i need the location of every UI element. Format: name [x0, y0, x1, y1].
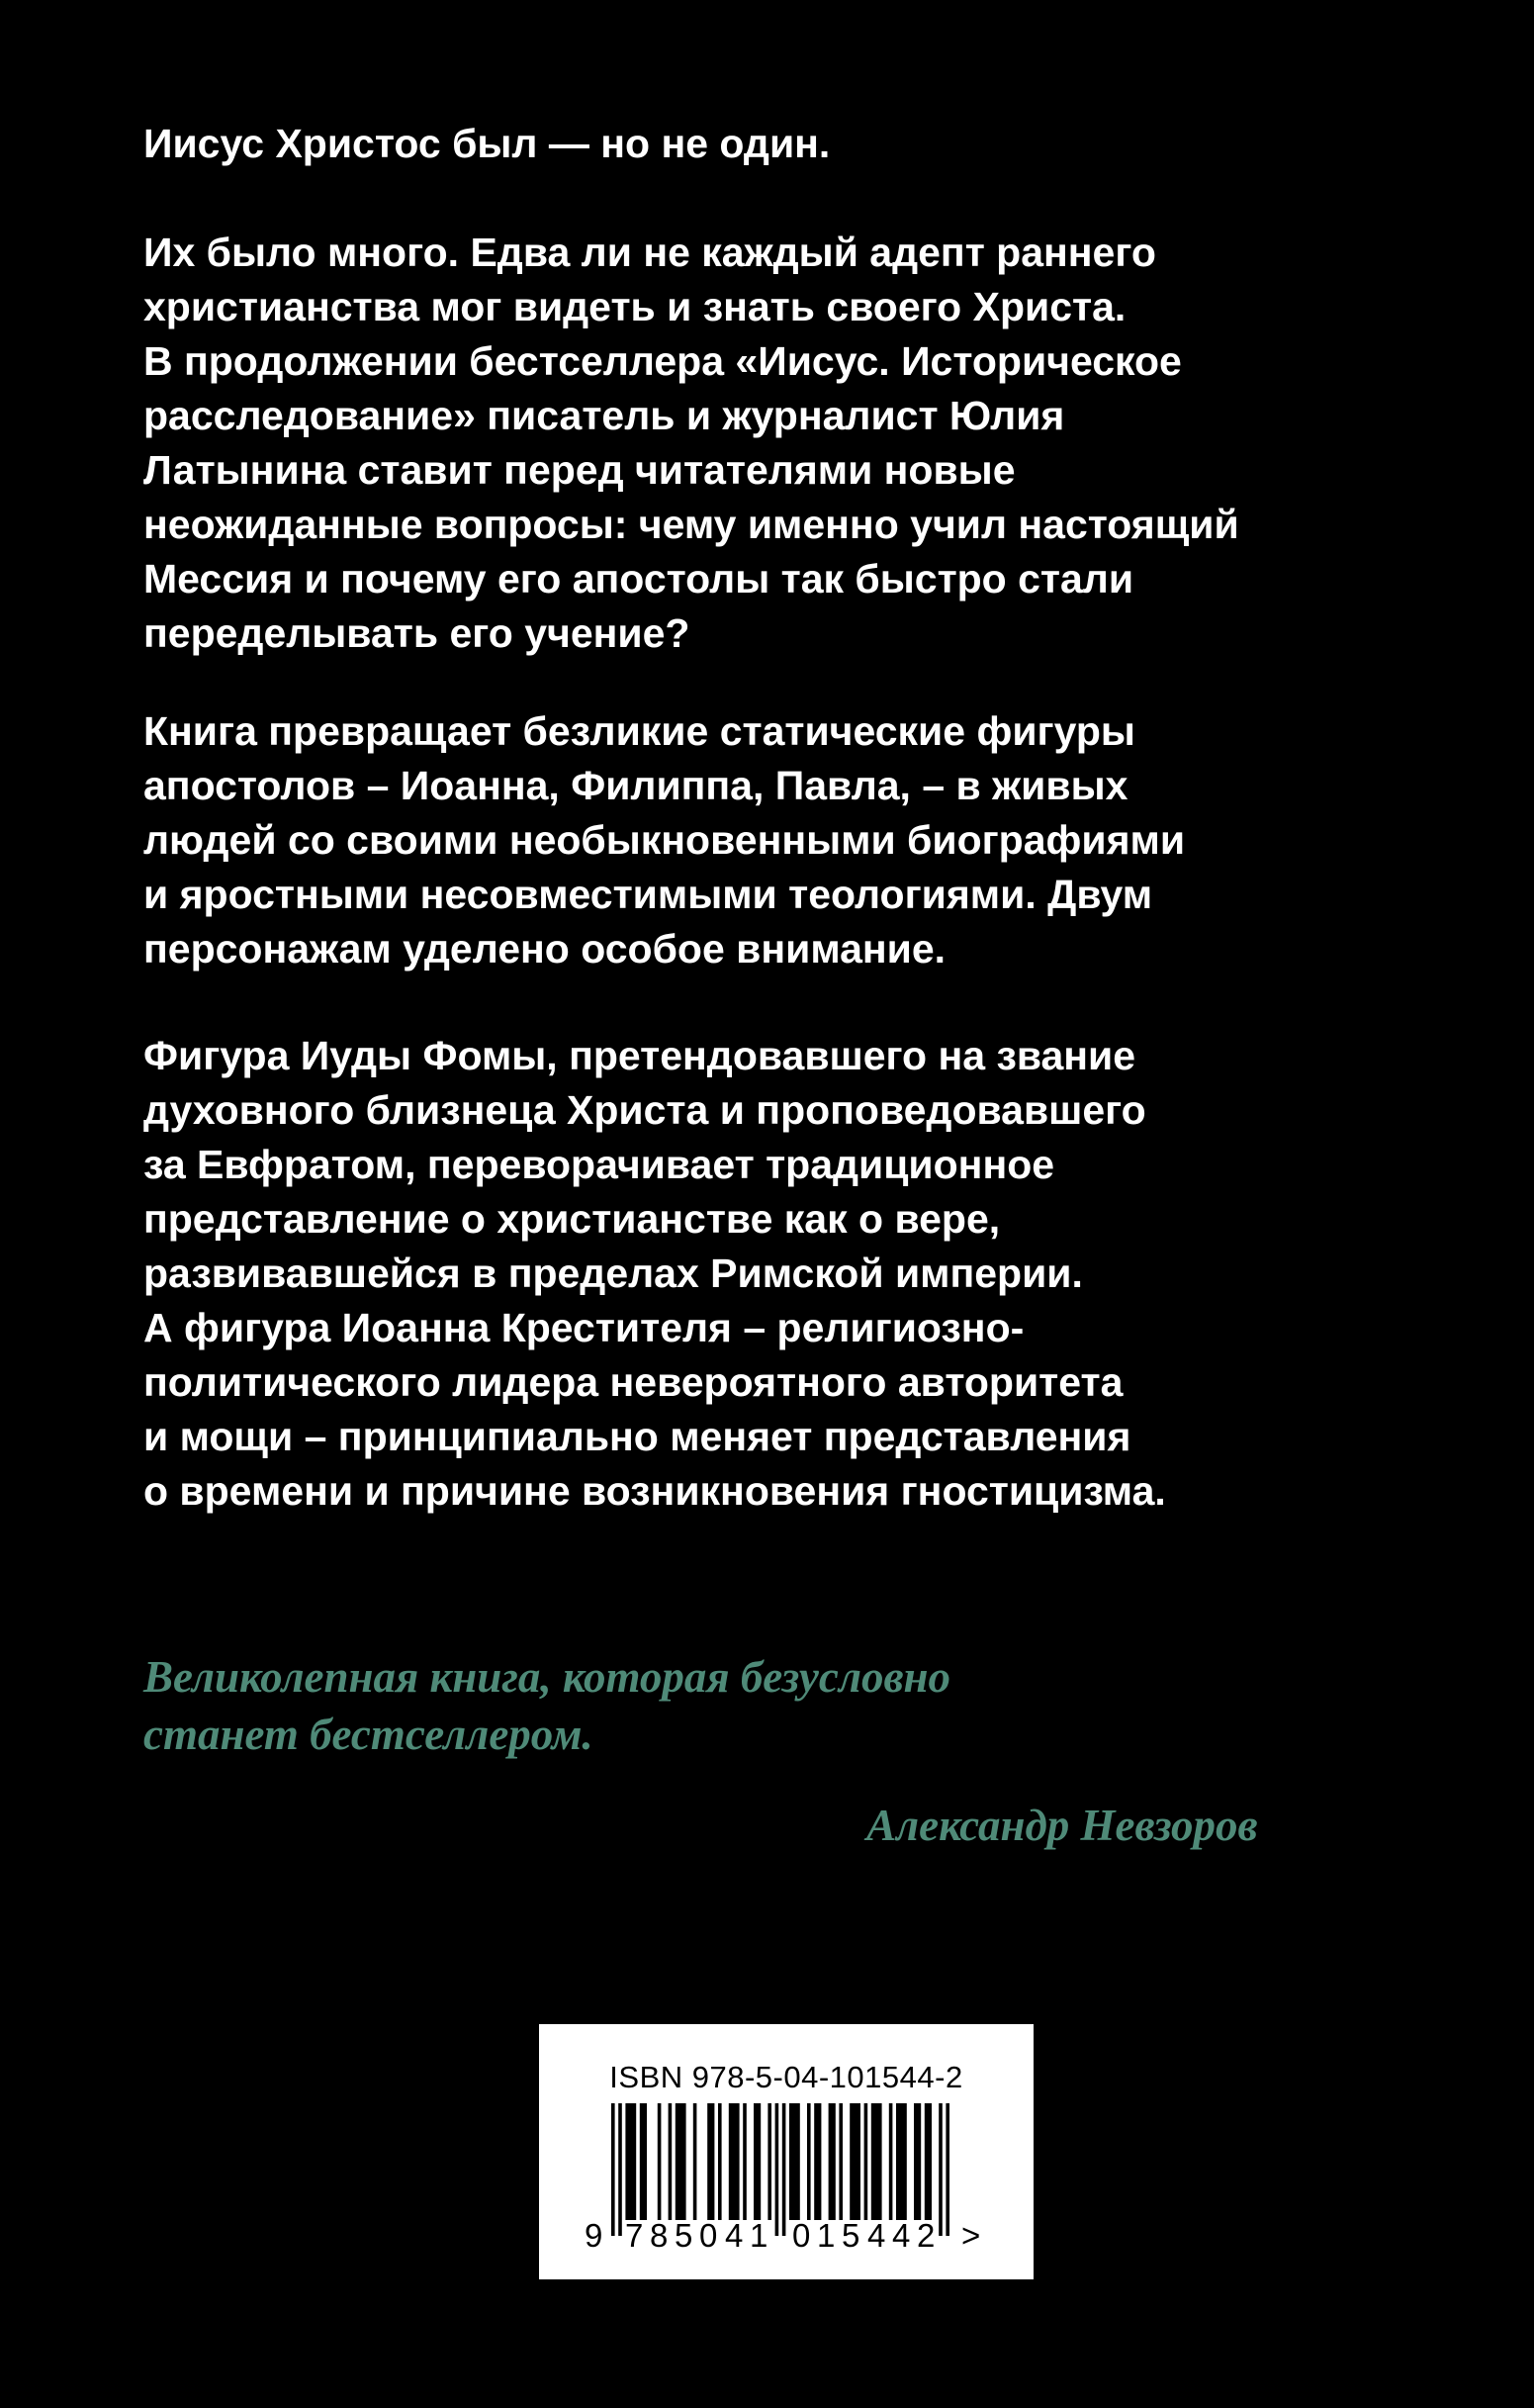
barcode-guard-bar — [782, 2103, 786, 2236]
barcode-bar — [789, 2103, 800, 2220]
barcode-bar — [829, 2103, 836, 2220]
barcode-bar — [693, 2103, 697, 2220]
barcode-digit: 4 — [867, 2217, 886, 2254]
isbn-barcode — [539, 2024, 1034, 2279]
barcode-guard-bar — [946, 2103, 949, 2236]
barcode-digit: 4 — [892, 2217, 911, 2254]
barcode-digit: 5 — [675, 2217, 693, 2254]
barcode-digit: 2 — [917, 2217, 936, 2254]
barcode-digit: 4 — [725, 2217, 744, 2254]
review-author: Александр Невзоров — [866, 1801, 1258, 1850]
barcode-bar — [754, 2103, 761, 2220]
barcode-bar — [718, 2103, 722, 2220]
barcode-bar — [676, 2103, 686, 2220]
barcode-bar — [640, 2103, 647, 2220]
barcode-bar — [889, 2103, 893, 2220]
annotation-paragraph-1: Их было много. Едва ли не каждый адепт раннего христианства мог видеть и знать своего Христа. В продолжении бестселлера «Иисус. Историческое расследование» писатель и журналист Юлия Латынина ставит перед читателями новые неожиданные вопросы: чему именно учил настоящий Мессия и почему его апостолы так быстро стали переделывать его учение? — [143, 230, 1239, 656]
annotation-paragraph-3: Фигура Иуды Фомы, претендовавшего на звание духовного близнеца Христа и проповедовавшего за Евфратом, переворачивает традиционное представление о христианстве как о вере, развивавшейся в пределах Римской империи. А фигура Иоанна Крестителя – религиозно- политического лидера невероятного авторитета и мощи – принципиально меняет представления о времени и причине возникновения гностицизма. — [143, 1033, 1166, 1514]
barcode-digit: 0 — [699, 2217, 718, 2254]
barcode-guard-bar — [611, 2103, 615, 2236]
barcode-bar — [864, 2103, 868, 2220]
barcode-guard-bar — [939, 2103, 943, 2236]
annotation-paragraph-2: Книга превращает безликие статические фигуры апостолов – Иоанна, Филиппа, Павла, – в живых людей со своими необыкновенными биографиями и яростными несовместимыми теологиями. Двум персонажам уделено особое внимание. — [143, 708, 1186, 972]
barcode-bar — [625, 2103, 636, 2220]
barcode-bar — [743, 2103, 747, 2220]
barcode-digit: 1 — [750, 2217, 768, 2254]
barcode-digit: 9 — [585, 2217, 603, 2254]
barcode-bar — [807, 2103, 811, 2220]
barcode-guard-bar — [618, 2103, 622, 2236]
barcode-guard-bar — [775, 2103, 779, 2236]
barcode-digit: 5 — [842, 2217, 860, 2254]
barcode-bar — [896, 2103, 907, 2220]
barcode-bar — [850, 2103, 860, 2220]
barcode-bar — [669, 2103, 673, 2220]
barcode-bar — [914, 2103, 921, 2220]
isbn-label: ISBN 978-5-04-101544-2 — [609, 2060, 963, 2094]
barcode-digit: 7 — [625, 2217, 644, 2254]
barcode-digit: 1 — [817, 2217, 836, 2254]
barcode-bar — [814, 2103, 821, 2220]
barcode-bar — [925, 2103, 932, 2220]
barcode-bar — [871, 2103, 882, 2220]
barcode-bar — [839, 2103, 843, 2220]
barcode-bar — [767, 2103, 771, 2220]
barcode-digit: 0 — [792, 2217, 811, 2254]
review-quote: Великолепная книга, которая безусловно станет бестселлером. — [143, 1652, 951, 1759]
headline: Иисус Христос был — но не один. — [143, 121, 831, 166]
barcode-bar — [707, 2103, 714, 2220]
barcode-bars — [539, 2024, 1034, 2279]
barcode-bar — [658, 2103, 662, 2220]
barcode-digit: 8 — [650, 2217, 669, 2254]
barcode-bar — [729, 2103, 740, 2220]
barcode-quiet-zone-mark: > — [961, 2217, 981, 2254]
